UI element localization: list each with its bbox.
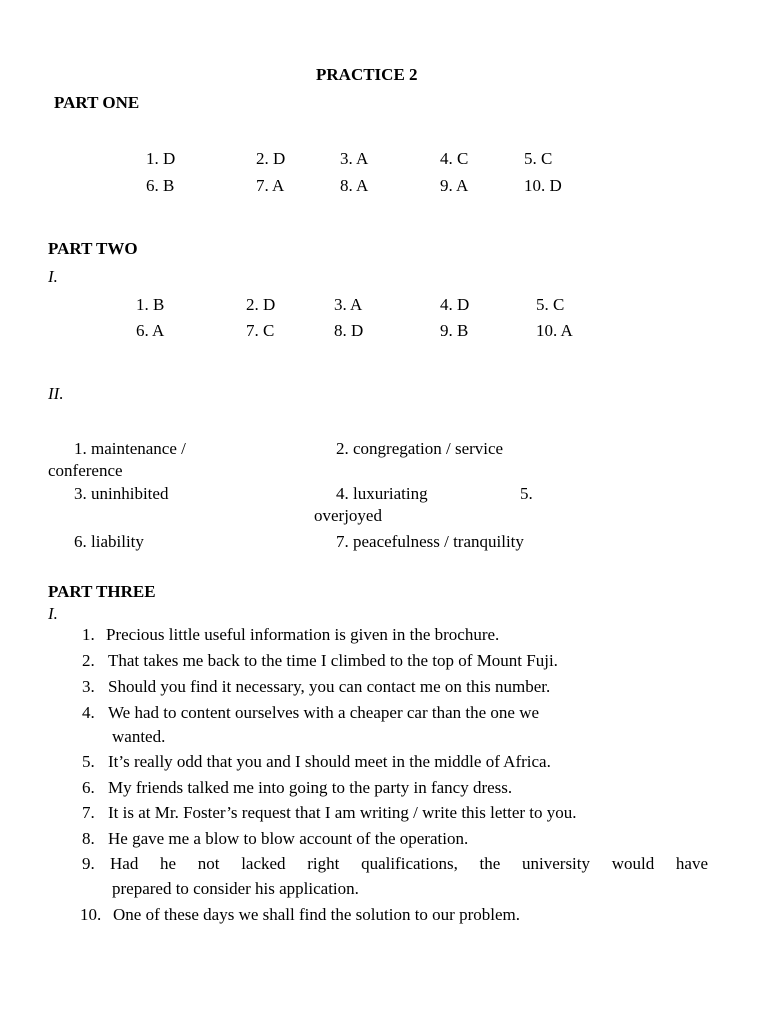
list-item-number: 2. — [82, 651, 95, 670]
list-item: Precious little useful information is given in the brochure. — [106, 625, 500, 644]
answer-item: 9. B — [440, 321, 469, 340]
answer-item: 1. D — [146, 149, 176, 168]
answer-item: 10. D — [524, 176, 562, 195]
answer-item: 5. C — [524, 149, 553, 168]
list-item-continuation: wanted. — [112, 727, 166, 746]
part-one-heading: PART ONE — [54, 93, 140, 112]
answer-item-continuation: conference — [48, 461, 123, 480]
answer-item: 3. uninhibited — [74, 484, 169, 503]
part-two-section-i-label: I. — [48, 267, 58, 286]
answer-item-continuation: overjoyed — [314, 506, 382, 525]
answer-item: 6. B — [146, 176, 175, 195]
part-three-section-i-label: I. — [48, 604, 58, 623]
list-item: My friends talked me into going to the party in fancy dress. — [108, 778, 513, 797]
list-item-number: 4. — [82, 703, 95, 722]
list-item-number: 9. — [82, 854, 95, 873]
answer-item: 2. D — [246, 295, 276, 314]
list-item: That takes me back to the time I climbed to the top of Mount Fuji. — [108, 651, 558, 670]
answer-item: 4. C — [440, 149, 469, 168]
answer-item: 2. congregation / service — [336, 439, 504, 458]
answer-item: 3. A — [340, 149, 369, 168]
page-title: PRACTICE 2 — [316, 65, 418, 84]
answer-item: 3. A — [334, 295, 363, 314]
answer-item: 7. peacefulness / tranquility — [336, 532, 524, 551]
answer-item: 8. D — [334, 321, 364, 340]
part-three-heading: PART THREE — [48, 582, 156, 601]
list-item: One of these days we shall find the solution to our problem. — [113, 905, 520, 924]
list-item: It is at Mr. Foster’s request that I am writing / write this letter to you. — [108, 803, 577, 822]
list-item-number: 5. — [82, 752, 95, 771]
list-item-number: 7. — [82, 803, 95, 822]
list-item-number: 6. — [82, 778, 95, 797]
answer-item: 7. C — [246, 321, 275, 340]
list-item-number: 8. — [82, 829, 95, 848]
answer-item: 5. — [520, 484, 533, 503]
part-two-section-ii-label: II. — [48, 384, 64, 403]
list-item: It’s really odd that you and I should meet in the middle of Africa. — [108, 752, 551, 771]
answer-item: 10. A — [536, 321, 573, 340]
answer-item: 6. liability — [74, 532, 144, 551]
answer-item: 9. A — [440, 176, 469, 195]
list-item-number: 3. — [82, 677, 95, 696]
answer-item: 1. B — [136, 295, 165, 314]
list-item: We had to content ourselves with a cheaper car than the one we — [108, 703, 540, 722]
list-item-number: 10. — [80, 905, 102, 924]
answer-item: 1. maintenance / — [74, 439, 186, 458]
answer-item: 8. A — [340, 176, 369, 195]
list-item-number: 1. — [82, 625, 95, 644]
answer-item: 4. luxuriating — [336, 484, 428, 503]
list-item: Should you find it necessary, you can contact me on this number. — [108, 677, 551, 696]
answer-item: 5. C — [536, 295, 565, 314]
answer-item: 7. A — [256, 176, 285, 195]
list-item: He gave me a blow to blow account of the operation. — [108, 829, 469, 848]
list-item: Had he not lacked right qualifications, the university would have — [110, 854, 708, 873]
list-item-continuation: prepared to consider his application. — [112, 879, 359, 898]
answer-item: 2. D — [256, 149, 286, 168]
part-two-heading: PART TWO — [48, 239, 138, 258]
answer-item: 4. D — [440, 295, 470, 314]
answer-item: 6. A — [136, 321, 165, 340]
